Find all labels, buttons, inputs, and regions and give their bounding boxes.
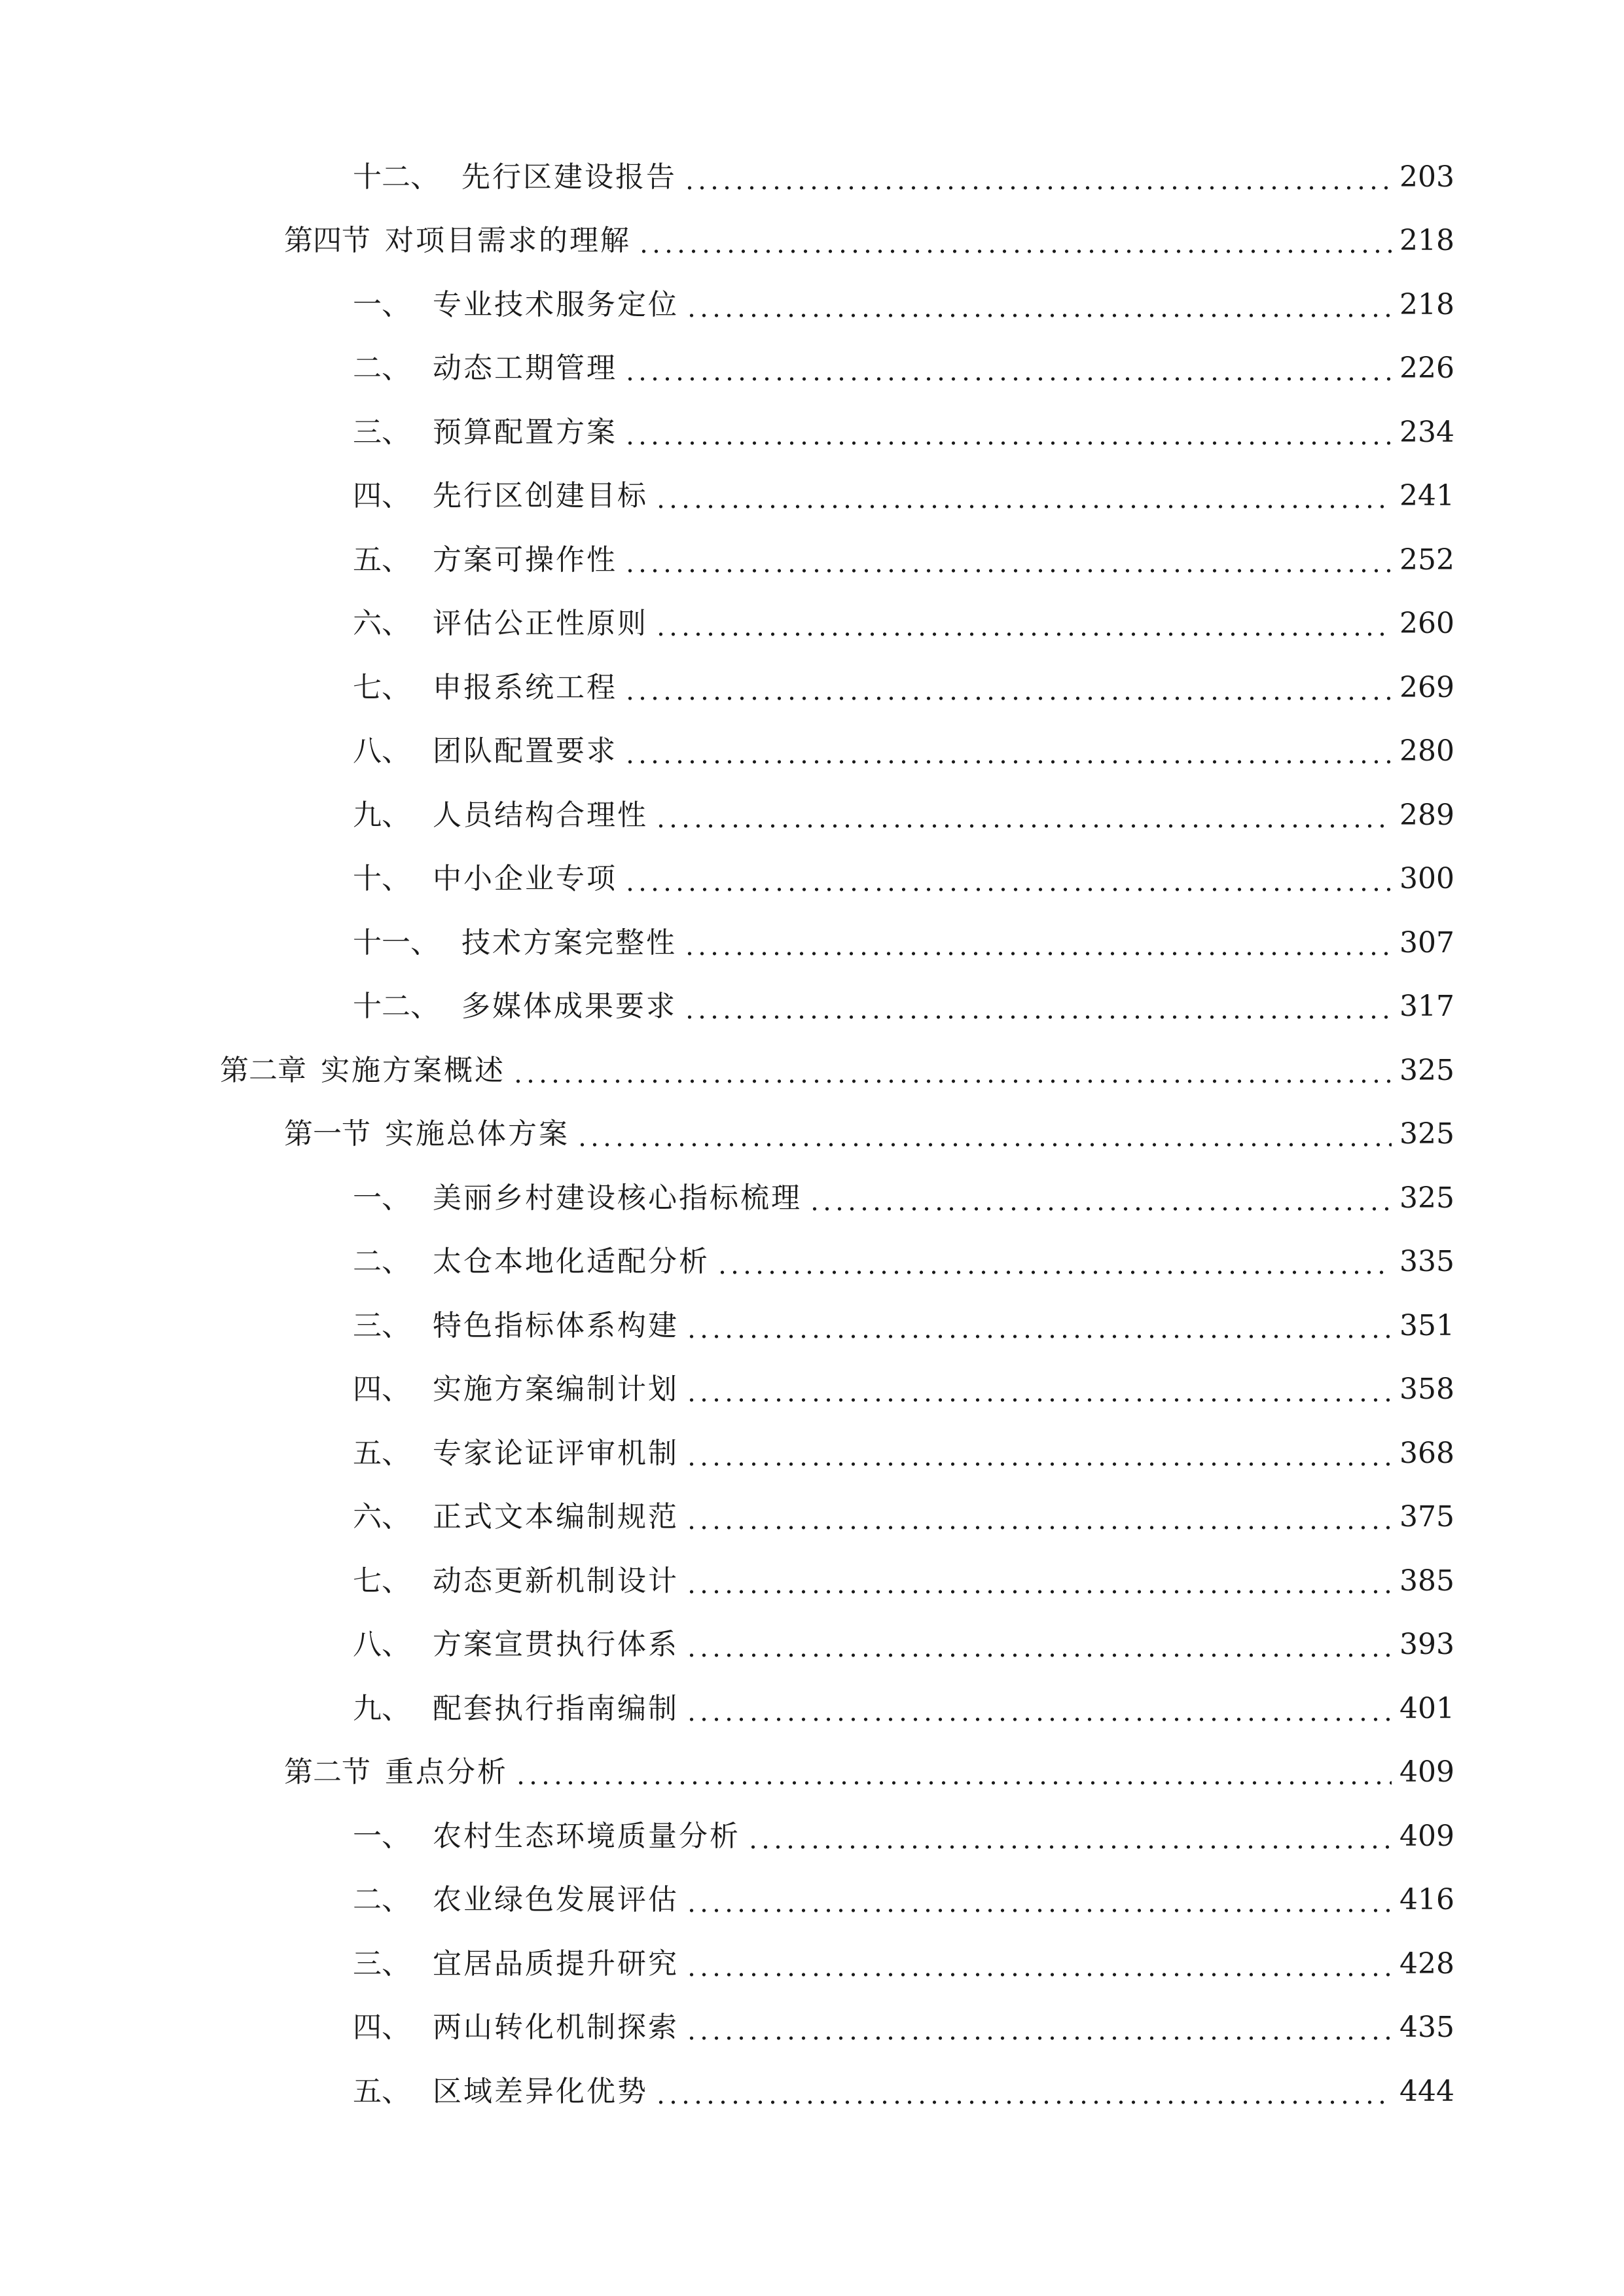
toc-entry[interactable]: [0, 209, 1624, 274]
dot-leader: [685, 1567, 1392, 1596]
toc-entry-number: 一、: [353, 287, 410, 321]
toc-entry-title: 中小企业专项: [433, 862, 617, 896]
dot-leader: [655, 801, 1392, 830]
toc-entry-number: 二、: [353, 1245, 410, 1279]
toc-page-number: 252: [1399, 543, 1454, 577]
toc-page-number: 325: [1399, 1053, 1454, 1087]
dot-leader: [683, 992, 1392, 1021]
toc-entry[interactable]: [0, 337, 1624, 401]
toc-entry-title: 技术方案完整性: [461, 925, 677, 960]
toc-entry[interactable]: [0, 1422, 1624, 1486]
toc-entry-number: 十二、: [353, 160, 439, 194]
toc-entry[interactable]: [0, 1932, 1624, 1996]
dot-leader: [685, 1375, 1392, 1404]
dot-leader: [685, 1886, 1392, 1914]
toc-entry-number: 四、: [353, 2011, 410, 2045]
toc-entry-number: 八、: [353, 734, 410, 768]
toc-entry-title: 农村生态环境质量分析: [433, 1819, 740, 1853]
toc-entry[interactable]: [0, 783, 1624, 848]
toc-entry-number: 六、: [353, 607, 410, 641]
toc-page-number: 218: [1399, 287, 1454, 321]
toc-entry-title: 宜居品质提升研究: [433, 1946, 679, 1981]
toc-page-number: 335: [1399, 1245, 1454, 1279]
toc-page-number: 325: [1399, 1117, 1454, 1151]
toc-entry[interactable]: [0, 1613, 1624, 1677]
toc-entry-title: 多媒体成果要求: [461, 990, 677, 1024]
toc-entry[interactable]: [0, 1294, 1624, 1358]
toc-page-number: 375: [1399, 1500, 1454, 1534]
table-of-contents: [0, 145, 1624, 2124]
toc-entry-number: 三、: [353, 1308, 410, 1342]
toc-entry[interactable]: [0, 1996, 1624, 2060]
toc-entry[interactable]: [0, 848, 1624, 912]
toc-entry-title: 专业技术服务定位: [433, 287, 679, 321]
toc-page-number: 260: [1399, 607, 1454, 641]
toc-page-number: 385: [1399, 1564, 1454, 1598]
toc-entry[interactable]: [0, 465, 1624, 529]
toc-entry-number: 九、: [353, 1691, 410, 1725]
toc-entry-number: 四、: [353, 1372, 410, 1407]
toc-entry-title: 动态工期管理: [433, 351, 617, 386]
toc-entry-title: 两山转化机制探索: [433, 2011, 679, 2045]
toc-entry-number: 十二、: [353, 990, 439, 1024]
toc-entry-title: 动态更新机制设计: [433, 1564, 679, 1598]
dot-leader: [624, 865, 1392, 893]
dot-leader: [685, 1503, 1392, 1532]
dot-leader: [685, 1439, 1392, 1468]
toc-entry-number: 一、: [353, 1819, 410, 1853]
toc-entry-number: 第二章: [220, 1053, 306, 1087]
toc-entry-title: 实施方案概述: [321, 1053, 505, 1087]
toc-entry[interactable]: [0, 1804, 1624, 1869]
dot-leader: [576, 1120, 1392, 1149]
toc-entry-title: 实施方案编制计划: [433, 1372, 679, 1407]
toc-entry-number: 二、: [353, 1883, 410, 1917]
toc-page-number: 393: [1399, 1628, 1454, 1662]
toc-entry-title: 专家论证评审机制: [433, 1436, 679, 1470]
toc-page-number: 358: [1399, 1372, 1454, 1407]
dot-leader: [685, 2013, 1392, 2042]
toc-entry-title: 美丽乡村建设核心指标梳理: [433, 1181, 802, 1215]
toc-entry-title: 配套执行指南编制: [433, 1691, 679, 1725]
dot-leader: [685, 1630, 1392, 1659]
toc-entry-number: 二、: [353, 351, 410, 386]
toc-entry-number: 第四节: [284, 224, 370, 258]
toc-page-number: 325: [1399, 1181, 1454, 1215]
toc-page-number: 289: [1399, 798, 1454, 832]
toc-entry[interactable]: [0, 720, 1624, 784]
dot-leader: [683, 163, 1392, 192]
toc-entry[interactable]: [0, 1230, 1624, 1295]
toc-page-number: 307: [1399, 925, 1454, 960]
dot-leader: [685, 1695, 1392, 1723]
toc-entry-title: 实施总体方案: [385, 1117, 569, 1151]
toc-entry-title: 人员结构合理性: [433, 798, 648, 832]
toc-entry[interactable]: [0, 401, 1624, 465]
toc-page-number: 300: [1399, 862, 1454, 896]
dot-leader: [624, 354, 1392, 383]
toc-entry[interactable]: [0, 1358, 1624, 1422]
dot-leader: [512, 1056, 1392, 1085]
toc-page-number: 234: [1399, 415, 1454, 449]
toc-page-number: 280: [1399, 734, 1454, 768]
toc-entry[interactable]: [0, 656, 1624, 720]
toc-entry-number: 三、: [353, 1946, 410, 1981]
toc-entry[interactable]: [0, 1677, 1624, 1741]
toc-page-number: 401: [1399, 1691, 1454, 1725]
toc-entry-number: 五、: [353, 2074, 410, 2108]
toc-page-number: 368: [1399, 1436, 1454, 1470]
toc-entry-number: 三、: [353, 415, 410, 449]
toc-entry-title: 特色指标体系构建: [433, 1308, 679, 1342]
toc-page-number: 226: [1399, 351, 1454, 386]
toc-entry[interactable]: [0, 1549, 1624, 1613]
toc-entry-title: 评估公正性原则: [433, 607, 648, 641]
toc-entry-title: 区域差异化优势: [433, 2074, 648, 2108]
dot-leader: [624, 737, 1392, 766]
toc-entry-title: 方案宣贯执行体系: [433, 1628, 679, 1662]
toc-entry-number: 七、: [353, 670, 410, 704]
toc-entry[interactable]: [0, 273, 1624, 337]
toc-entry-number: 五、: [353, 543, 410, 577]
dot-leader: [716, 1247, 1392, 1276]
toc-entry-title: 申报系统工程: [433, 670, 617, 704]
toc-entry-number: 第一节: [284, 1117, 370, 1151]
toc-entry[interactable]: [0, 1741, 1624, 1805]
toc-entry-number: 十一、: [353, 925, 439, 960]
toc-entry[interactable]: [0, 145, 1624, 209]
toc-page-number: 409: [1399, 1819, 1454, 1853]
toc-entry-title: 预算配置方案: [433, 415, 617, 449]
toc-entry[interactable]: [0, 975, 1624, 1039]
toc-entry-title: 太仓本地化适配分析: [433, 1245, 710, 1279]
toc-page-number: 435: [1399, 2011, 1454, 2045]
toc-page-number: 444: [1399, 2074, 1454, 2108]
toc-entry[interactable]: [0, 1039, 1624, 1103]
toc-entry[interactable]: [0, 592, 1624, 656]
toc-entry-number: 六、: [353, 1500, 410, 1534]
toc-page-number: 203: [1399, 160, 1454, 194]
dot-leader: [638, 226, 1392, 255]
dot-leader: [685, 291, 1392, 319]
toc-entry-title: 先行区建设报告: [461, 160, 677, 194]
toc-page-number: 218: [1399, 224, 1454, 258]
dot-leader: [655, 609, 1392, 638]
dot-leader: [624, 673, 1392, 702]
dot-leader: [685, 1950, 1392, 1979]
toc-entry-number: 五、: [353, 1436, 410, 1470]
toc-page-number: 269: [1399, 670, 1454, 704]
toc-entry[interactable]: [0, 528, 1624, 592]
toc-page-number: 428: [1399, 1946, 1454, 1981]
toc-entry-title: 团队配置要求: [433, 734, 617, 768]
toc-entry-number: 九、: [353, 798, 410, 832]
dot-leader: [655, 2077, 1392, 2106]
toc-entry-title: 先行区创建目标: [433, 479, 648, 513]
toc-entry-title: 农业绿色发展评估: [433, 1883, 679, 1917]
dot-leader: [655, 482, 1392, 511]
toc-entry[interactable]: [0, 1103, 1624, 1167]
dot-leader: [747, 1822, 1392, 1851]
toc-entry[interactable]: [0, 1486, 1624, 1550]
toc-entry[interactable]: [0, 1869, 1624, 1933]
toc-entry[interactable]: [0, 1166, 1624, 1230]
toc-page-number: 241: [1399, 479, 1454, 513]
toc-page-number: 351: [1399, 1308, 1454, 1342]
toc-entry-title: 正式文本编制规范: [433, 1500, 679, 1534]
toc-page-number: 416: [1399, 1883, 1454, 1917]
dot-leader: [514, 1758, 1392, 1787]
toc-entry[interactable]: [0, 911, 1624, 975]
dot-leader: [624, 418, 1392, 447]
dot-leader: [808, 1184, 1392, 1213]
toc-entry-number: 十、: [353, 862, 410, 896]
toc-entry-title: 对项目需求的理解: [385, 224, 631, 258]
toc-entry-number: 四、: [353, 479, 410, 513]
toc-entry-number: 八、: [353, 1628, 410, 1662]
dot-leader: [624, 546, 1392, 575]
toc-entry-title: 方案可操作性: [433, 543, 617, 577]
toc-entry[interactable]: [0, 2060, 1624, 2124]
toc-entry-number: 七、: [353, 1564, 410, 1598]
toc-entry-number: 第二节: [284, 1755, 370, 1789]
toc-entry-title: 重点分析: [385, 1755, 508, 1789]
toc-page-number: 317: [1399, 990, 1454, 1024]
toc-page-number: 409: [1399, 1755, 1454, 1789]
dot-leader: [685, 1312, 1392, 1340]
toc-entry-number: 一、: [353, 1181, 410, 1215]
dot-leader: [683, 929, 1392, 958]
